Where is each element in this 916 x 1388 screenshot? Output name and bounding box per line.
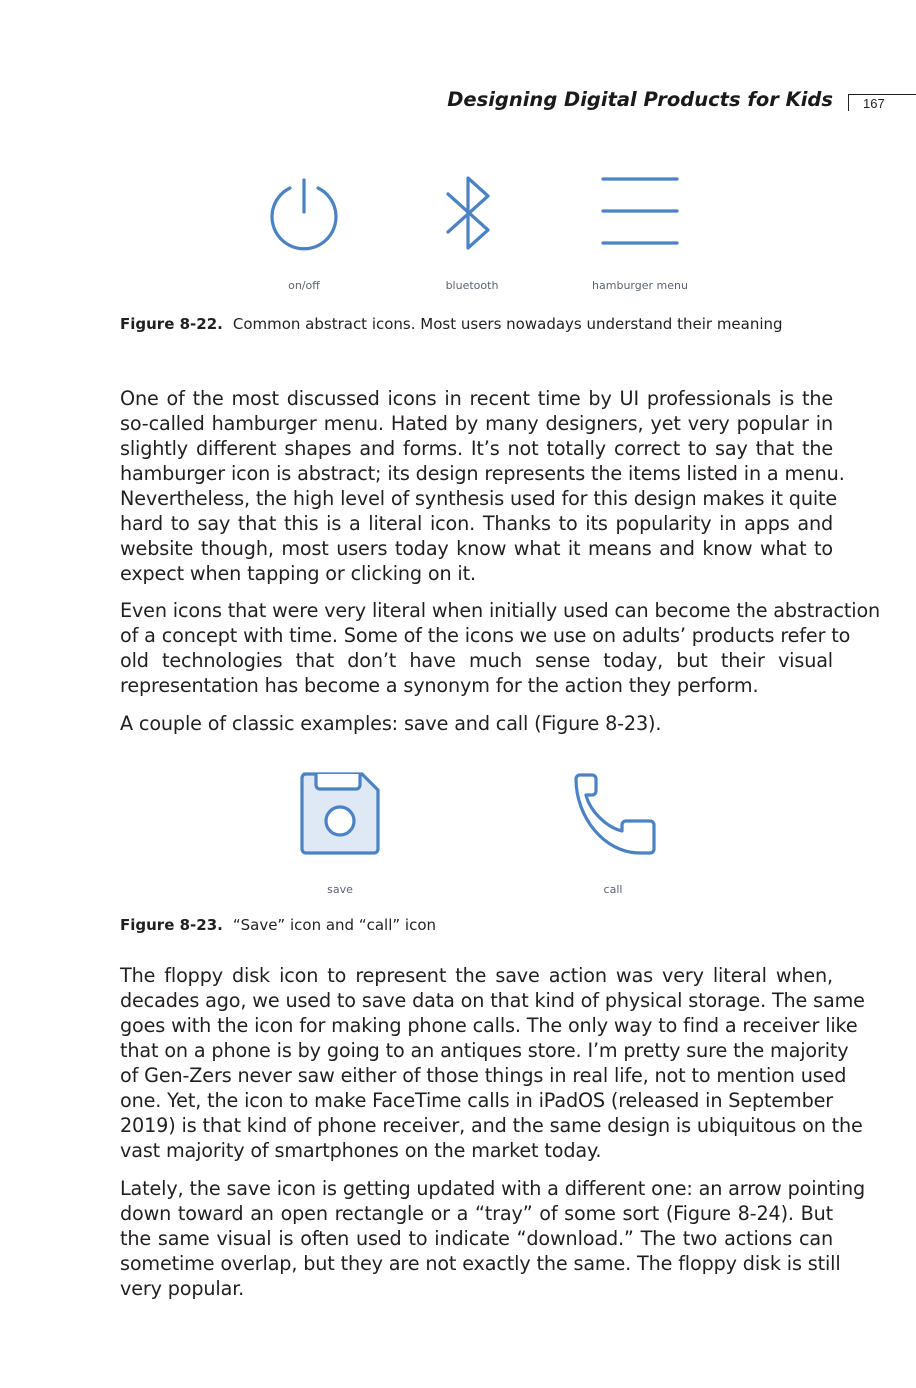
icon-label-hamburger-menu: hamburger menu	[592, 279, 688, 292]
paragraph-literal-icons	[120, 598, 881, 698]
text-line: of Gen-Zers never saw either of those things in real life, not to mention used	[120, 1064, 847, 1087]
text-line: decades ago, we used to save data on that kind of physical storage. The same	[120, 989, 865, 1012]
power-icon	[262, 172, 346, 256]
running-title: Designing Digital Products for Kids	[447, 88, 833, 111]
running-head	[0, 86, 916, 116]
hamburger-menu-icon	[600, 176, 680, 248]
text-fragment: down toward an open rectangle or a “tray” of some sort (Figure	[120, 1202, 738, 1225]
text-line: old technologies that don’t have much sense today, but their visual	[120, 649, 833, 672]
caption-text: Common abstract icons. Most users nowadays understand their meaning	[232, 315, 783, 333]
bluetooth-icon	[440, 172, 500, 254]
text-line: 2019) is that kind of phone receiver, and the same design is ubiquitous on the	[120, 1114, 863, 1137]
text-line: vast majority of smartphones on the market today.	[120, 1139, 602, 1162]
icon-label-on-off: on/off	[288, 279, 320, 292]
text-line: Nevertheless, the high level of synthesis used for this design makes it quite	[120, 487, 838, 510]
text-line	[120, 1201, 833, 1226]
figure-caption-8-22	[120, 315, 783, 333]
paragraph-hamburger	[120, 386, 845, 586]
text-line: so-called hamburger menu. Hated by many designers, yet very popular in	[120, 412, 833, 435]
text-line: website though, most users today know what it means and know what to	[120, 537, 833, 560]
text-line: that on a phone is by going to an antiques store. I’m pretty sure the majority	[120, 1039, 849, 1062]
figure-ref-link[interactable]: 8-24	[737, 1202, 781, 1225]
text-line: sometime overlap, but they are not exactly the same. The floppy disk is still	[120, 1252, 841, 1275]
text-line: Even icons that were very literal when initially used can become the abstraction	[120, 599, 881, 622]
page-number: 167	[848, 94, 916, 111]
text-line: The floppy disk icon to represent the save action was very literal when,	[120, 964, 833, 987]
text-line: of a concept with time. Some of the icons we use on adults’ products refer to	[120, 624, 851, 647]
text-line: expect when tapping or clicking on it.	[120, 562, 476, 585]
text-line: A couple of classic examples: save and call (Figure 8-23).	[120, 712, 662, 735]
paragraph-save-update	[120, 1176, 865, 1301]
caption-text: “Save” icon and “call” icon	[232, 916, 437, 934]
icon-label-bluetooth: bluetooth	[445, 279, 499, 292]
text-line: One of the most discussed icons in recent time by UI professionals is the	[120, 387, 833, 410]
caption-label: Figure 8-23.	[120, 916, 223, 934]
save-icon	[298, 771, 382, 857]
text-line: hamburger icon is abstract; its design represents the items listed in a menu.	[120, 462, 845, 485]
text-line: representation has become a synonym for the action they perform.	[120, 674, 759, 697]
icon-label-save: save	[327, 883, 353, 896]
icon-label-call: call	[603, 883, 623, 896]
text-line: goes with the icon for making phone calls. The only way to find a receiver like	[120, 1014, 858, 1037]
figure-caption-8-23	[120, 916, 436, 934]
text-line: one. Yet, the icon to make FaceTime calls in iPadOS (released in September	[120, 1089, 833, 1112]
text-line: very popular.	[120, 1277, 245, 1300]
caption-label: Figure 8-22.	[120, 315, 223, 333]
text-line: Lately, the save icon is getting updated with a different one: an arrow pointing	[120, 1177, 865, 1200]
paragraph-floppy-disk	[120, 963, 865, 1163]
text-line: the same visual is often used to indicate “download.” The two actions can	[120, 1227, 833, 1250]
call-icon	[570, 771, 656, 857]
text-line: hard to say that this is a literal icon. Thanks to its popularity in apps and	[120, 512, 833, 535]
paragraph-classic-examples	[120, 711, 833, 736]
text-line: slightly different shapes and forms. It’s not totally correct to say that the	[120, 437, 833, 460]
text-fragment: ). But	[780, 1202, 833, 1225]
